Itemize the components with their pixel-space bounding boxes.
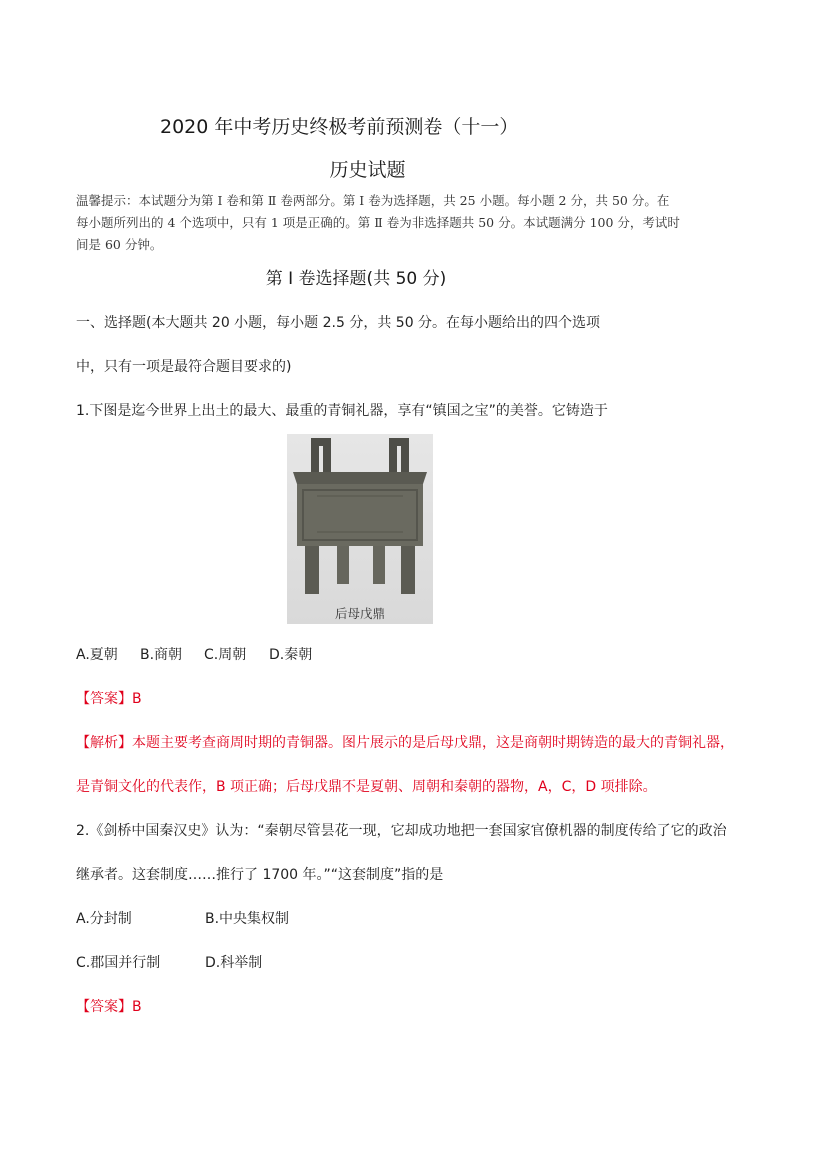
question-2-answer: 【答案】B (76, 999, 142, 1015)
ding-image (287, 434, 433, 624)
question-1-analysis: 【解析】本题主要考查商周时期的青铜器。图片展示的是后母戊鼎，这是商朝时期铸造的最大的青铜礼器， (76, 735, 734, 751)
option-d: D.秦朝 (269, 647, 313, 663)
page-subtitle: 历史试题 (329, 159, 406, 181)
option-c: C.郡国并行制 (76, 955, 161, 971)
exam-notice (76, 190, 756, 256)
option-d: D.科举制 (205, 955, 263, 971)
question-1-answer: 【答案】B (76, 691, 142, 707)
option-b: B.商朝 (140, 647, 183, 663)
option-c: C.周朝 (204, 647, 247, 663)
notice-line: 温馨提示：本试题分为第 Ⅰ 卷和第 Ⅱ 卷两部分。第 Ⅰ 卷为选择题，共 25 小题。每小题 2 分，共 50 分。在 (76, 193, 670, 208)
question-2-options-row (76, 908, 289, 928)
instructions-line: 一、选择题(本大题共 20 小题，每小题 2.5 分，共 50 分。在每小题给出的四个选项 (76, 315, 601, 331)
question-1-options (76, 644, 312, 664)
instructions-line: 中，只有一项是最符合题目要求的) (76, 359, 292, 375)
question-2-stem: 2.《剑桥中国秦汉史》认为：“秦朝尽管昙花一现，它却成功地把一套国家官僚机器的制度传给了它的政治 (76, 823, 727, 839)
option-b: B.中央集权制 (205, 911, 290, 927)
notice-line: 每小题所列出的 4 个选项中，只有 1 项是正确的。第 Ⅱ 卷为非选择题共 50 分。本试题满分 100 分，考试时 (76, 215, 680, 230)
question-2-options-row (76, 952, 262, 972)
image-caption: 后母戊鼎 (334, 606, 385, 621)
question-2-stem: 继承者。这套制度……推行了 1700 年。”“这套制度”指的是 (76, 867, 444, 883)
question-1-stem: 1.下图是迄今世界上出土的最大、最重的青铜礼器，享有“镇国之宝”的美誉。它铸造于 (76, 403, 608, 419)
section-title: 第 Ⅰ 卷选择题(共 50 分) (265, 269, 447, 289)
option-a: A.分封制 (76, 911, 132, 927)
question-1-analysis: 是青铜文化的代表作，B 项正确；后母戊鼎不是夏朝、周朝和秦朝的器物，A，C，D 项排除。 (76, 779, 657, 795)
page-title: 2020 年中考历史终极考前预测卷（十一） (160, 116, 519, 138)
notice-line: 间是 60 分钟。 (76, 237, 163, 252)
option-a: A.夏朝 (76, 647, 118, 663)
ding-illustration (287, 434, 433, 624)
